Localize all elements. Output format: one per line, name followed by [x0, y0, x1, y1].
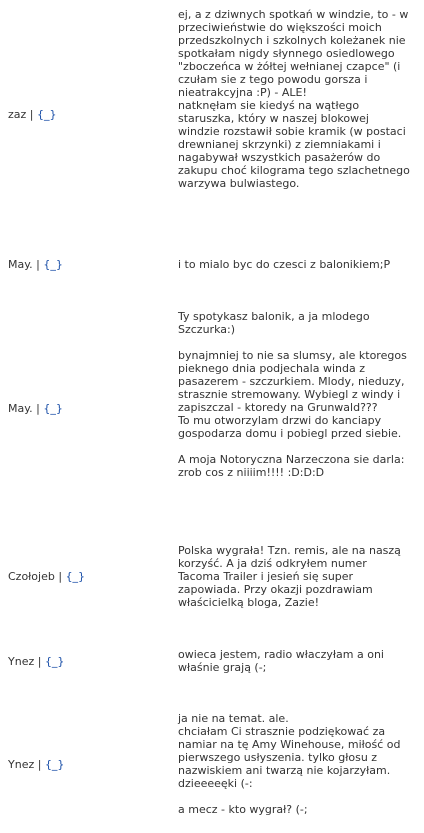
comment-author: zaz | {_}: [8, 108, 57, 121]
comment-paragraph: owieca jestem, radio właczyłam a oni właśnie grają (-;: [178, 648, 384, 674]
comment-author: May. | {_}: [8, 402, 63, 415]
comment-permalink[interactable]: {_}: [43, 402, 63, 415]
author-name: May.: [8, 402, 33, 415]
comment-paragraph: Polska wygrała! Tzn. remis, ale na naszą korzyść. A ja dziś odkryłem numer Tacoma Trailer i jesień się super zapowiada. Przy okazji pozdrawiam właścicielką bloga, Zazie!: [178, 544, 401, 609]
comment-paragraph: Ty spotykasz balonik, a ja mlodego Szczurka:): [178, 310, 370, 336]
comment-paragraph: ja nie na temat. ale. chciałam Ci strasznie podziękować za namiar na tę Amy Winehouse, miłość od pierwszego usłyszenia. tylko głosu z nazwiskiem ani twarzą nie kojarzyłam. dzieeeeęki (-:: [178, 712, 401, 790]
comment-author: Czołojeb | {_}: [8, 570, 86, 583]
comment-paragraph: bynajmniej to nie sa slumsy, ale ktoregos pieknego dnia podjechala winda z pasazerem - szczurkiem. Mlody, nieduzy, strasznie stremowany. Wybiegl z windy i zapiszczal - ktoredy na Grunwald??? To mu otworzylam drzwi do kanciapy gospodarza domu i pobiegl przed siebie.: [178, 349, 407, 440]
comment-permalink[interactable]: {_}: [65, 570, 86, 583]
comment-paragraph: ej, a z dziwnych spotkań w windzie, to - w przeciwieństwie do większości moich przedszkolnych i szkolnych koleżanek nie spotkałam nigdy słynnego osiedlowego "zboczeńca w żółtej wełnianej czapce" (i czułam sie z tego powodu gorsza i nieatrakcyjna :P) - ALE! natknęłam sie kiedyś na wątłego staruszka, który w naszej blokowej windzie rozstawił sobie kramik (w postaci drewnianej skrzynki) z ziemniakami i nagabywał wszystkich pasażerów do zakupu choć kilograma tego szlachetnego warzywa bulwiastego.: [178, 8, 410, 190]
author-name: May.: [8, 258, 33, 271]
comment-body: [178, 310, 410, 479]
comment-permalink[interactable]: {_}: [44, 758, 65, 771]
comment-author: Ynez | {_}: [8, 758, 65, 771]
author-name: Czołojeb: [8, 570, 55, 583]
comment-body: [178, 8, 410, 190]
author-name: Ynez: [8, 758, 35, 771]
author-name: Ynez: [8, 655, 35, 668]
comment-permalink[interactable]: {_}: [37, 108, 57, 121]
comment-body: [178, 648, 410, 674]
comment-body: [178, 712, 410, 816]
comment-permalink[interactable]: {_}: [43, 258, 63, 271]
comment-paragraph: a mecz - kto wygrał? (-;: [178, 803, 308, 816]
comment-paragraph: i to mialo byc do czesci z balonikiem;P: [178, 258, 391, 271]
comment-permalink[interactable]: {_}: [44, 655, 65, 668]
comment-author: Ynez | {_}: [8, 655, 65, 668]
comment-paragraph: A moja Notoryczna Narzeczona sie darla: zrob cos z niiiim!!!! :D:D:D: [178, 453, 405, 479]
comment-body: [178, 544, 410, 609]
author-name: zaz: [8, 108, 27, 121]
comment-author: May. | {_}: [8, 258, 63, 271]
comment-body: [178, 258, 410, 271]
